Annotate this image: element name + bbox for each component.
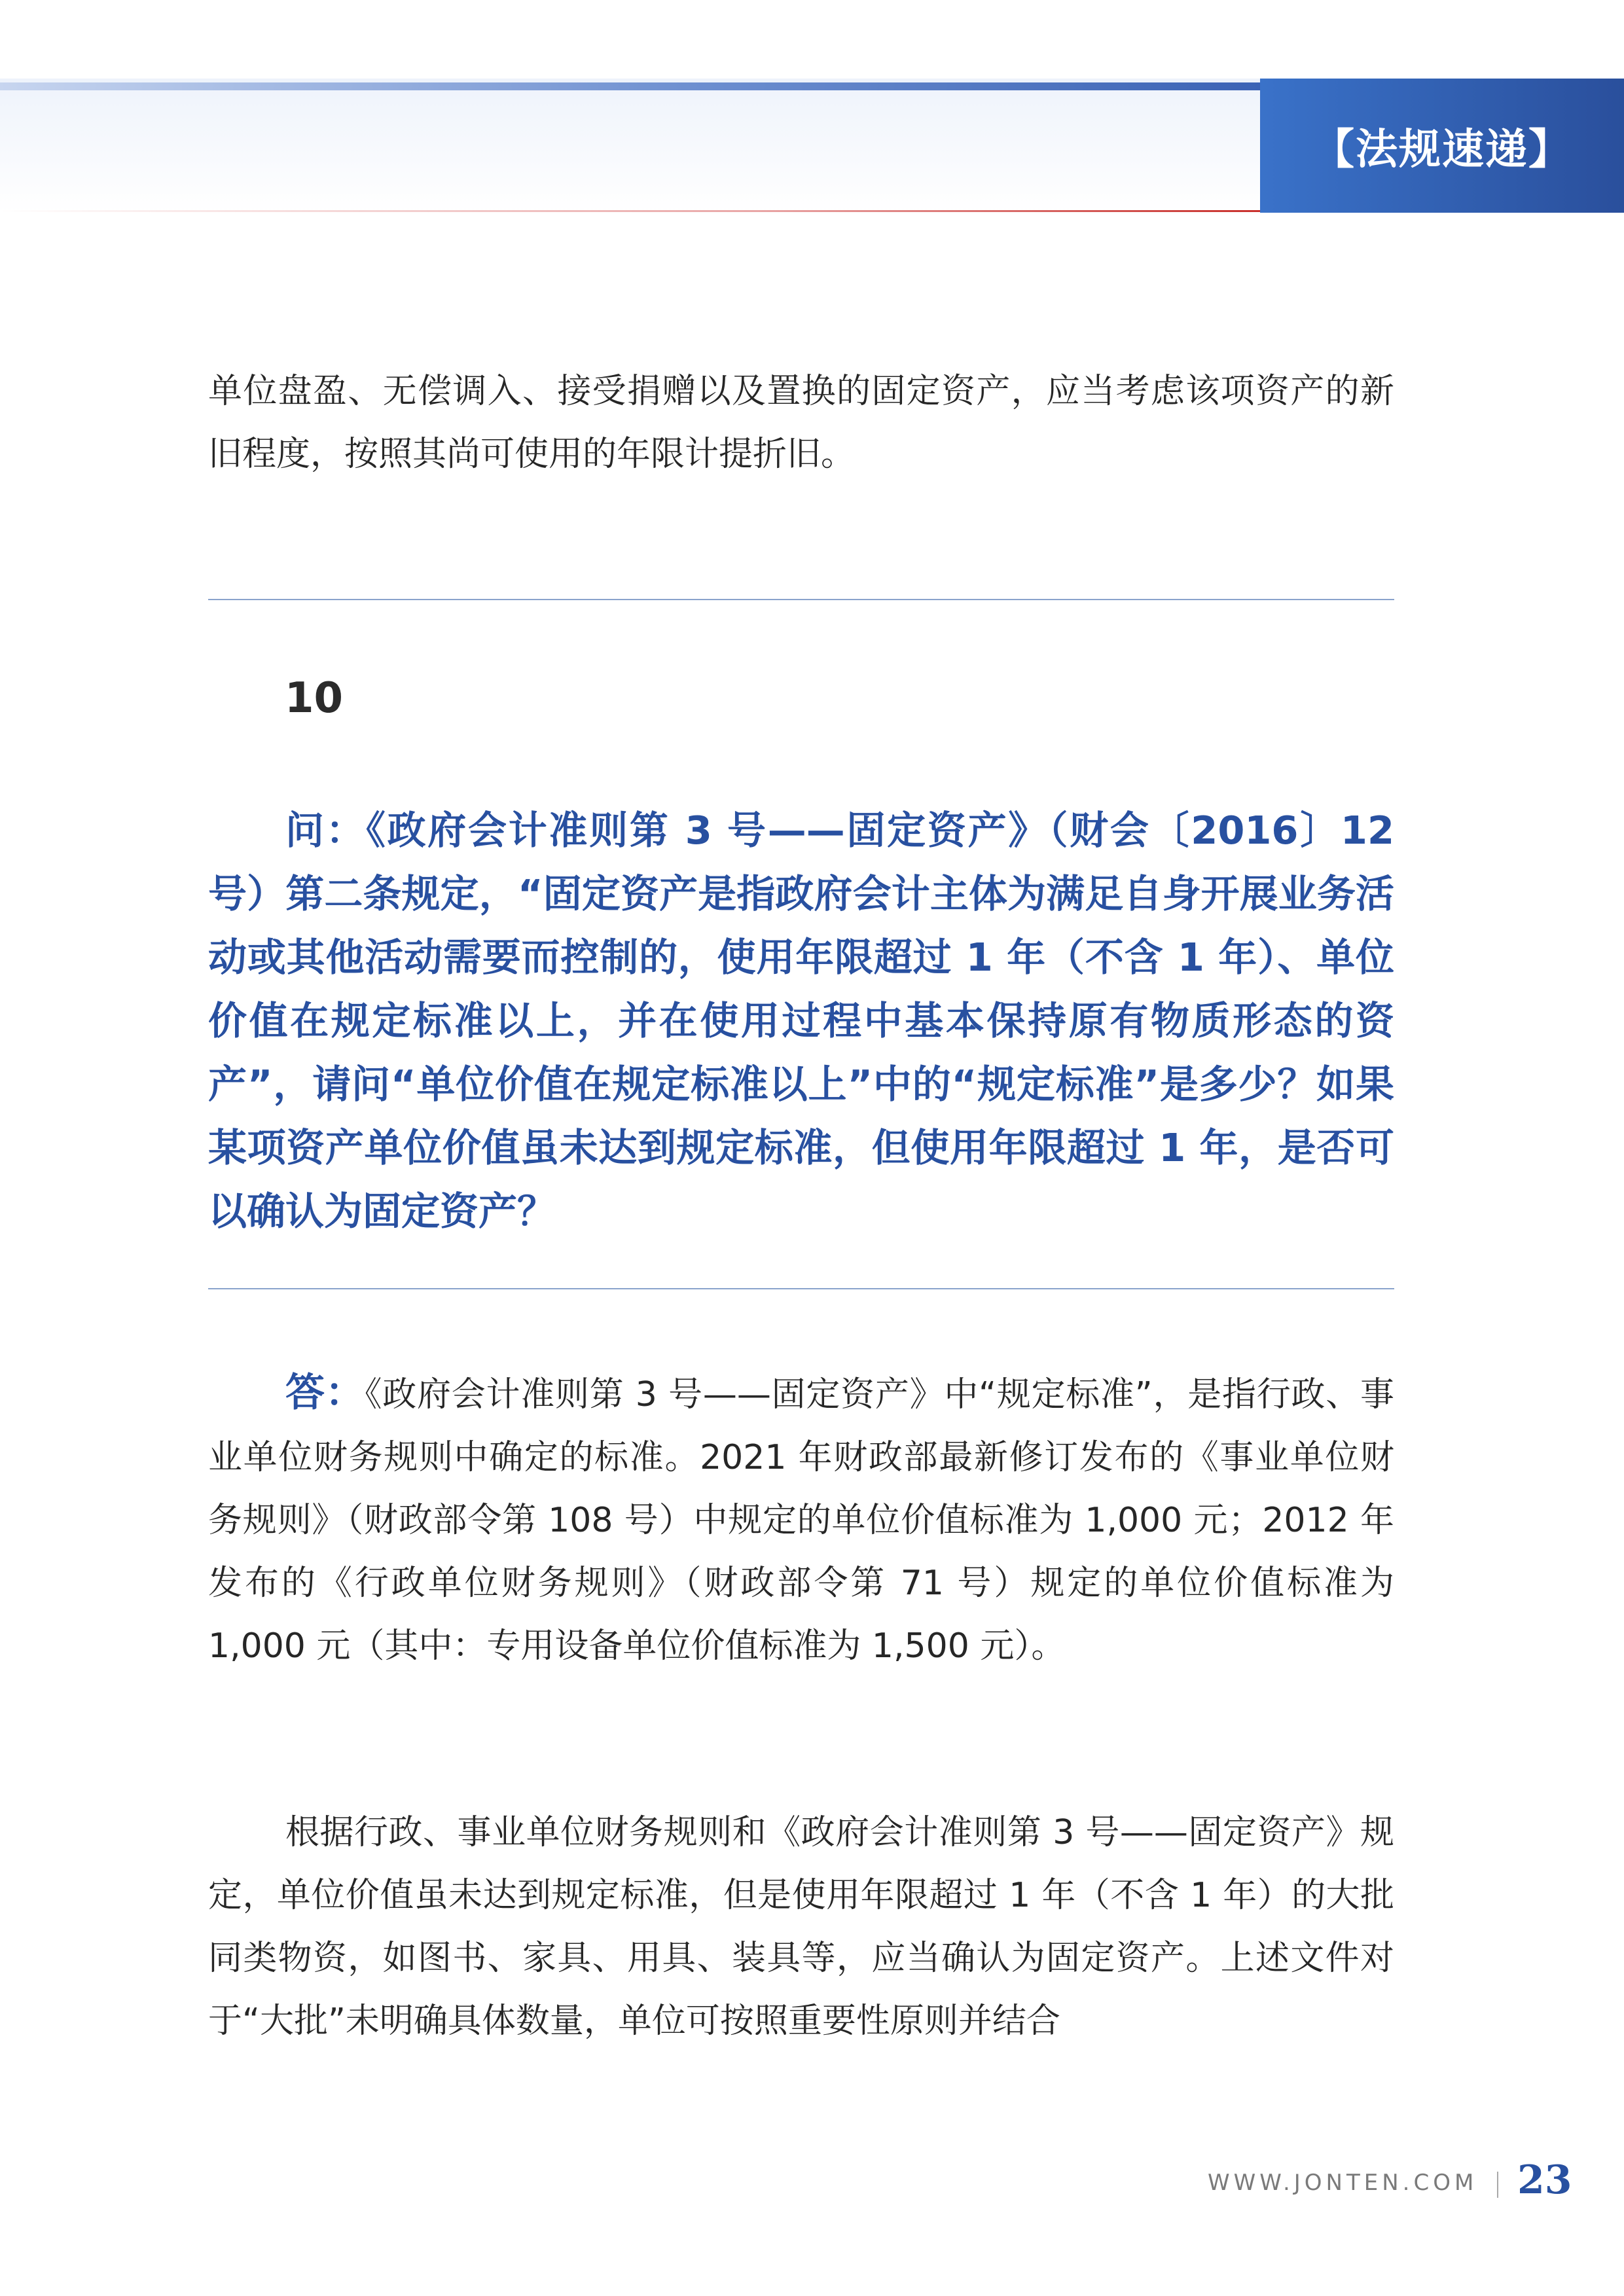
intro-paragraph: 单位盘盈、无偿调入、接受捐赠以及置换的固定资产，应当考虑该项资产的新旧程度，按照其尚可使用的年限计提折旧。 [208,372,1394,474]
question-text: 问：《政府会计准则第 3 号——固定资产》（财会〔2016〕12 号）第二条规定，“固定资产是指政府会计主体为满足自身开展业务活动或其他活动需要而控制的，使用年限超过 1 年（不含 1 年）、单位价值在规定标准以上，并在使用过程中基本保持原有物质形态的资产”，请问“单位价值在规定标准以上”中的“规定标准”是多少？如果某项资产单位价值虽未达到规定标准，但使用年限超过 1 年，是否可以确认为固定资产？ [208,808,1394,1234]
divider-top [208,599,1394,600]
answer-label: 答： [285,1370,365,1416]
header-band [0,79,1260,213]
page-number: 23 [1517,2157,1572,2203]
section-tag: 【法规速递】 [1260,79,1624,213]
header-top-line [0,82,1260,90]
answer-paragraph-2: 根据行政、事业单位财务规则和《政府会计准则第 3 号——固定资产》规定，单位价值虽未达到规定标准，但是使用年限超过 1 年（不含 1 年）的大批同类物资，如图书、家具、用具、装具等，应当确认为固定资产。上述文件对于“大批”未明确具体数量，单位可按照重要性原则并结合 [208,1813,1394,2041]
divider-bottom [208,1288,1394,1289]
answer-text-1: 《政府会计准则第 3 号——固定资产》中“规定标准”，是指行政、事业单位财务规则中确定的标准。2021 年财政部最新修订发布的《事业单位财务规则》（财政部令第 108 号）中规定的单位价值标准为 1,000 元；2012 年发布的《行政单位财务规则》（财政部令第 71 号）规定的单位价值标准为 1,000 元（其中：专用设备单位价值标准为 1,500 元）。 [208,1375,1394,1666]
footer-url: WWW.JONTEN.COM [1208,2170,1478,2196]
header-bottom-line [0,210,1260,212]
question-number: 10 [285,674,344,723]
footer-separator [1497,2172,1498,2198]
answer-paragraph-1 [208,1361,1394,1677]
